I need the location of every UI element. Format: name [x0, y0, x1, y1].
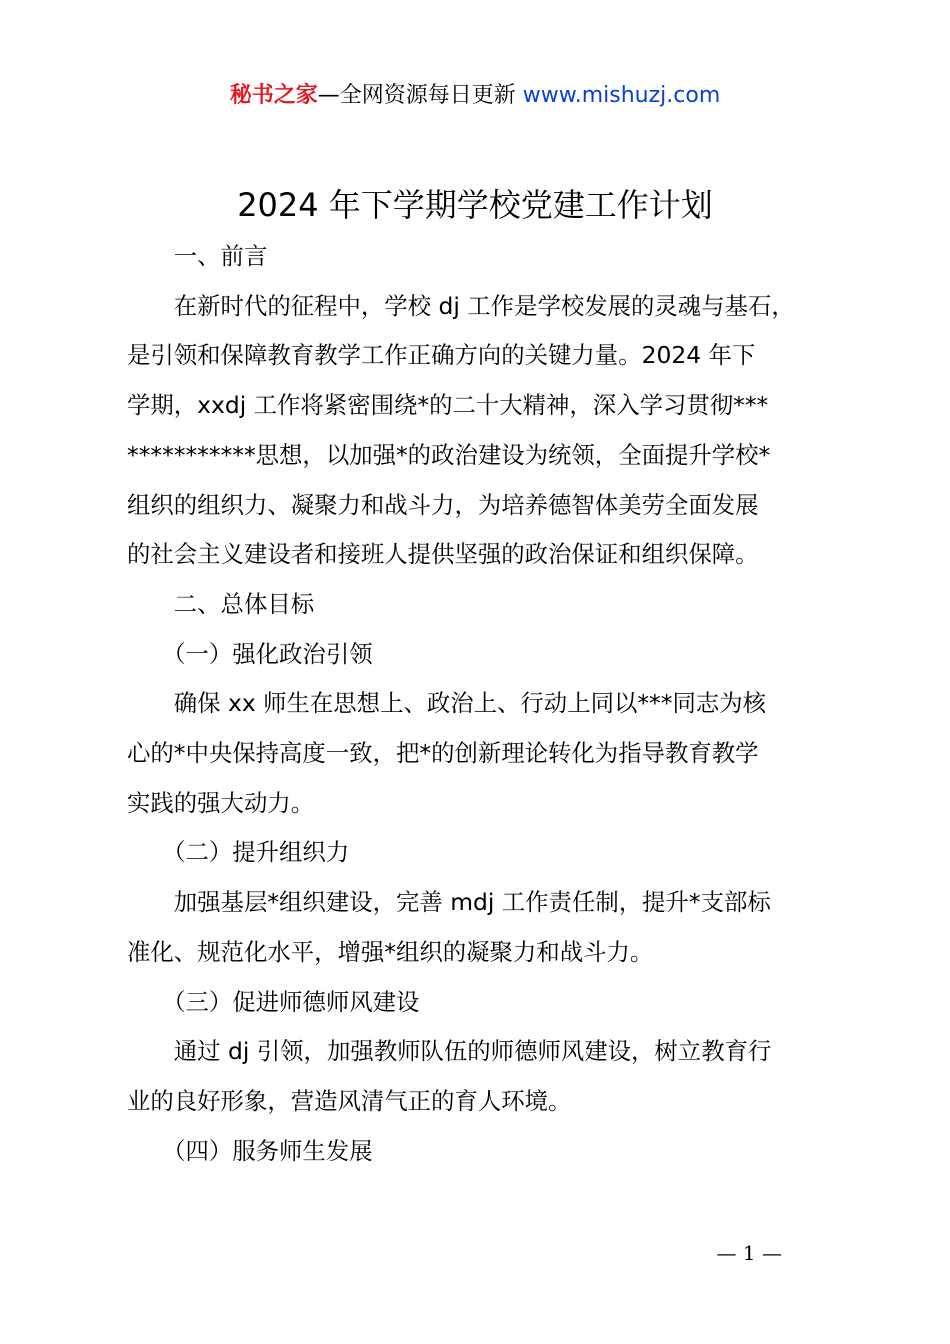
- paragraph-line: 是引领和保障教育教学工作正确方向的关键力量。2024 年下: [127, 341, 756, 370]
- section-heading-goals: 二、总体目标: [127, 589, 315, 618]
- paragraph-line: 学期，xxdj 工作将紧密围绕*的二十大精神，深入学习贯彻***: [127, 391, 769, 420]
- paragraph-line: 通过 dj 引领，加强教师队伍的师德师风建设，树立教育行: [127, 1037, 772, 1066]
- paragraph-line: 准化、规范化水平，增强*组织的凝聚力和战斗力。: [127, 937, 654, 966]
- paragraph-line: 业的良好形象，营造风清气正的育人环境。: [127, 1086, 572, 1115]
- paragraph-line: 的社会主义建设者和接班人提供坚强的政治保证和组织保障。: [127, 540, 759, 569]
- paragraph-line: 确保 xx 师生在思想上、政治上、行动上同以***同志为核: [127, 689, 767, 718]
- site-brand: 秘书之家: [229, 83, 318, 108]
- paragraph-line: 在新时代的征程中，学校 dj 工作是学校发展的灵魂与基石，: [127, 291, 795, 320]
- site-header: [0, 80, 950, 112]
- page-number: — 1 —: [716, 1241, 782, 1265]
- subsection-heading: （二）提升组织力: [127, 838, 350, 867]
- subsection-heading: （一）强化政治引领: [127, 639, 373, 668]
- page-footer: [0, 1238, 950, 1268]
- paragraph-line: 实践的强大动力。: [127, 788, 315, 817]
- paragraph-line: ***********思想，以加强*的政治建设为统领，全面提升学校*: [127, 440, 771, 469]
- paragraph-line: 加强基层*组织建设，完善 mdj 工作责任制，提升*支部标: [127, 888, 771, 917]
- site-url-link[interactable]: www.mishuzj.com: [522, 83, 721, 108]
- paragraph-line: 组织的组织力、凝聚力和战斗力，为培养德智体美劳全面发展: [127, 490, 759, 519]
- document-body: [127, 232, 837, 1176]
- paragraph-line: 心的*中央保持高度一致，把*的创新理论转化为指导教育教学: [127, 739, 759, 768]
- subsection-heading: （四）服务师生发展: [127, 1136, 373, 1165]
- subsection-heading: （三）促进师德师风建设: [127, 987, 420, 1016]
- document-title: 2024 年下学期学校党建工作计划: [237, 186, 713, 224]
- section-heading-preface: 一、前言: [127, 242, 268, 270]
- site-slogan: —全网资源每日更新: [317, 83, 523, 108]
